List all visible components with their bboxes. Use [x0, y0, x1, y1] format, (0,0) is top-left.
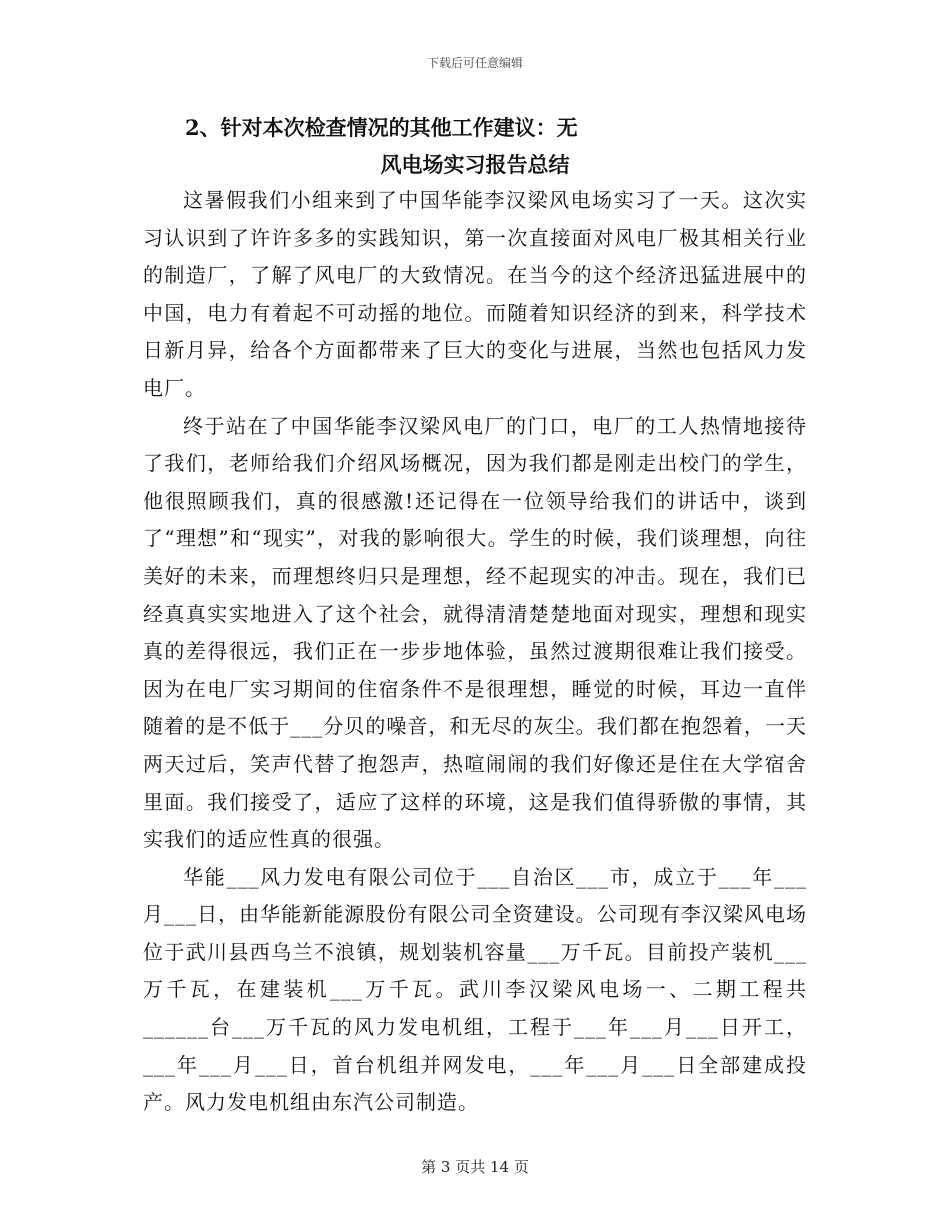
page-number-footer: 第 3 页共 14 页	[421, 1158, 529, 1176]
header-note: 下载后可任意编辑	[426, 56, 523, 70]
section-heading: 2、针对本次检查情况的其他工作建议：无	[185, 115, 578, 140]
document-body	[143, 108, 807, 1122]
paragraph-3: 华能___风力发电有限公司位于___自治区___市，成立于___年___月___日，由华能新能源股份有限公司全资建设。公司现有李汉梁风电场位于武川县西乌兰不浪镇，规划装机容量___万千瓦。目前投产装机___万千瓦，在建装机___万千瓦。武川李汉梁风电场一、二期工程共______台___万千瓦的风力发电机组，工程于___年___月___日开工，___年___月___日，首台机组并网发电，___年___月___日全部建成投产。风力发电机组由东汽公司制造。	[143, 864, 807, 1115]
paragraph-1: 这暑假我们小组来到了中国华能李汉梁风电场实习了一天。这次实习认识到了许许多多的实践知识，第一次直接面对风电厂极其相关行业的制造厂，了解了风电厂的大致情况。在当今的这个经济迅猛进展中的中国，电力有着起不可动摇的地位。而随着知识经济的到来，科学技术日新月异，给各个方面都带来了巨大的变化与进展，当然也包括风力发电厂。	[143, 188, 807, 400]
paragraph-2: 终于站在了中国华能李汉梁风电厂的门口，电厂的工人热情地接待了我们，老师给我们介绍风场概况，因为我们都是刚走出校门的学生，他很照顾我们，真的很感激!还记得在一位领导给我们的讲话中，谈到了“理想”和“现实”，对我的影响很大。学生的时候，我们谈理想，向往美好的未来，而理想终归只是理想，经不起现实的冲击。现在，我们已经真真实实地进入了这个社会，就得清清楚楚地面对现实，理想和现实真的差得很远，我们正在一步步地体验，虽然过渡期很难让我们接受。因为在电厂实习期间的住宿条件不是很理想，睡觉的时候，耳边一直伴随着的是不低于___分贝的噪音，和无尽的灰尘。我们都在抱怨着，一天两天过后，笑声代替了抱怨声，热喧闹闹的我们好像还是住在大学宿舍里面。我们接受了，适应了这样的环境，这是我们值得骄傲的事情，其实我们的适应性真的很强。	[143, 413, 807, 852]
document-title: 风电场实习报告总结	[380, 152, 570, 177]
